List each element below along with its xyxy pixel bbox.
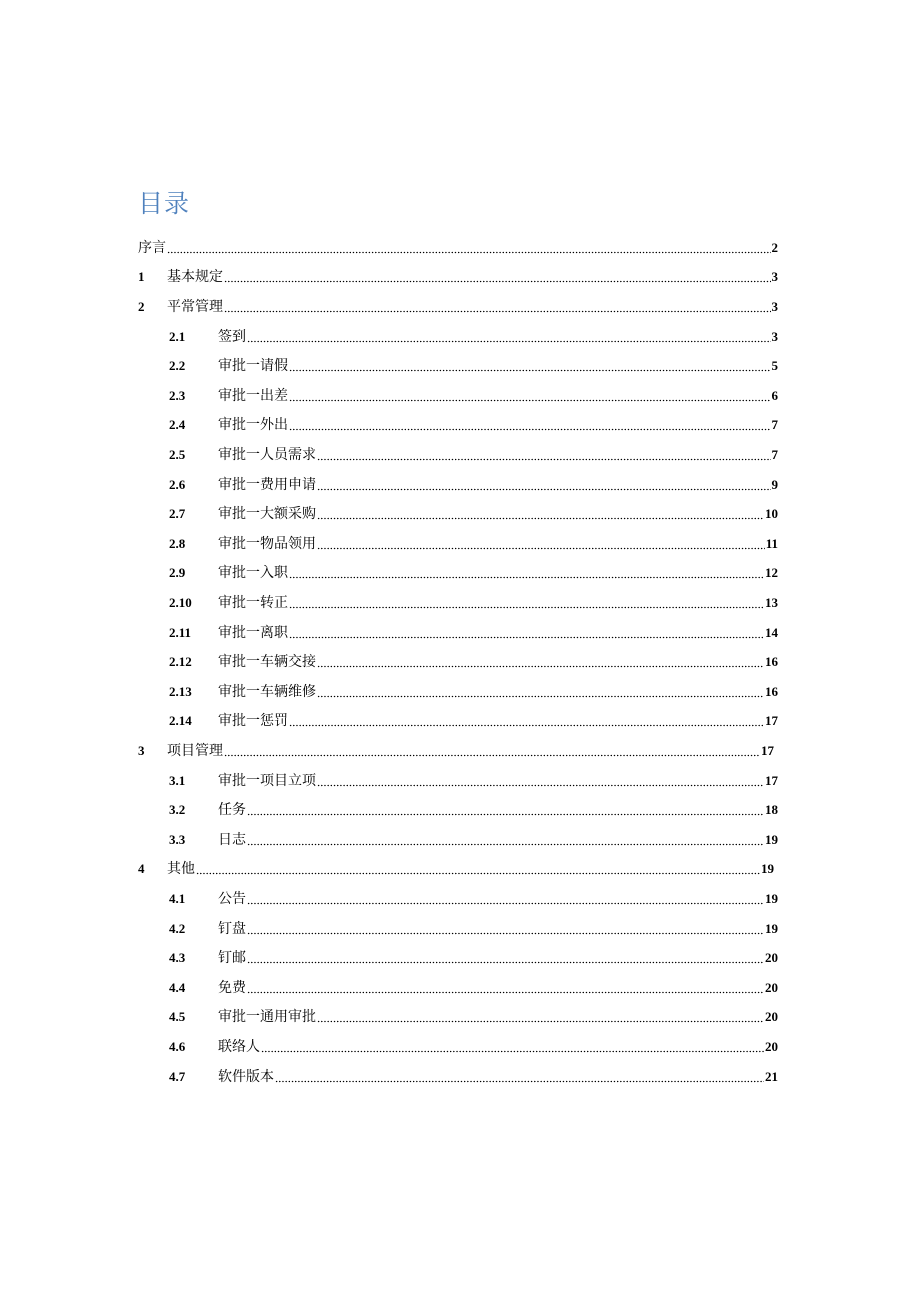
toc-entry-page: 19 [765,920,778,936]
toc-entry-page: 18 [765,802,778,818]
toc-entry-number: 2.7 [169,506,186,522]
toc-entry-page: 17 [765,713,778,729]
toc-entry-text: 审批一大额采购 [218,506,316,523]
toc-entry-number: 4.5 [169,1009,186,1025]
toc-entry-number: 2.2 [169,358,186,374]
toc-entry[interactable] [138,736,774,766]
toc-entry-text: 审批一通用审批 [218,1009,316,1026]
toc-entry-number: 3.2 [169,802,186,818]
toc-entry-text: 审批一惩罚 [218,713,288,730]
toc-entry[interactable] [138,263,778,293]
toc-leader-dots [224,298,771,316]
toc-subentry[interactable] [169,351,778,381]
toc-entry-page: 19 [761,861,774,877]
toc-entry-page: 21 [765,1068,778,1084]
toc-entry-page: 6 [771,387,778,403]
toc-entry-number: 2.13 [169,683,192,699]
toc-leader-dots [261,1038,764,1056]
toc-entry-number: 2.4 [169,417,186,433]
toc-entry-text: 日志 [218,831,246,848]
toc-entry-page: 16 [765,683,778,699]
toc-entry-text: 项目管理 [167,742,223,759]
toc-entry-text: 审批一出差 [218,387,288,404]
toc-leader-dots [289,416,771,434]
toc-entry-number: 2.11 [169,624,192,640]
toc-entry-number: 4.2 [169,920,186,936]
toc-entry-number: 2.3 [169,387,186,403]
toc-leader-dots [196,860,760,878]
toc-entry-text: 审批一物品领用 [218,535,316,552]
toc-entry-text: 审批一转正 [218,594,288,611]
toc-subentry[interactable] [169,411,778,441]
toc-subentry[interactable] [169,795,778,825]
toc-entry-number: 2.14 [169,713,192,729]
toc-entry-text: 序言 [138,239,166,256]
toc-entry-page: 7 [771,446,778,462]
toc-entry-number: 2.5 [169,446,186,462]
toc-subentry[interactable] [169,559,778,589]
toc-leader-dots [289,712,764,730]
toc-entry-number: 4.7 [169,1068,186,1084]
toc-entry[interactable] [138,292,778,322]
toc-subentry[interactable] [169,825,778,855]
toc-leader-dots [317,1008,764,1026]
toc-entry-number: 2.9 [169,565,186,581]
toc-entry-page: 9 [771,476,778,492]
toc-entry-preface[interactable] [138,233,778,263]
toc-entry-number: 2.6 [169,476,186,492]
toc-subentry[interactable] [169,1003,778,1033]
toc-leader-dots [289,564,764,582]
toc-entry-number: 2 [138,298,145,314]
toc-leader-dots [247,979,764,997]
toc-entry-text: 审批一入职 [218,565,288,582]
toc-entry-page: 20 [765,1009,778,1025]
toc-leader-dots [317,772,764,790]
toc-entry-text: 免费 [218,979,246,996]
toc-leader-dots [289,357,771,375]
toc-leader-dots [317,653,764,671]
toc-leader-dots [275,1068,764,1086]
toc-entry[interactable] [138,855,774,885]
toc-leader-dots [167,239,771,257]
toc-entry-page: 13 [765,594,778,610]
toc-leader-dots [289,594,764,612]
toc-subentry[interactable] [169,499,778,529]
toc-title: 目录 [138,189,191,218]
toc-subentry[interactable] [169,884,778,914]
toc-entry-page: 7 [771,417,778,433]
toc-leader-dots [247,890,764,908]
toc-entry-page: 20 [765,979,778,995]
toc-entry-number: 2.8 [169,535,186,551]
toc-entry-page: 5 [771,358,778,374]
toc-entry-page: 20 [765,1038,778,1054]
toc-entry-text: 审批一离职 [218,624,288,641]
toc-entry-text: 签到 [218,328,246,345]
toc-subentry[interactable] [169,1032,778,1062]
toc-subentry[interactable] [169,618,778,648]
toc-entry-page: 3 [771,298,778,314]
toc-leader-dots [247,920,764,938]
toc-leader-dots [224,268,771,286]
toc-entry-number: 1 [138,269,145,285]
toc-leader-dots [289,387,771,405]
toc-leader-dots [317,683,764,701]
toc-subentry[interactable] [169,677,778,707]
toc-entry-text: 平常管理 [167,298,223,315]
toc-leader-dots [317,476,771,494]
toc-entry-text: 公告 [218,890,246,907]
toc-entry-text: 其他 [167,861,195,878]
toc-entry-text: 审批一外出 [218,417,288,434]
toc-entry-page: 16 [765,654,778,670]
toc-subentry[interactable] [169,381,778,411]
toc-leader-dots [224,742,760,760]
toc-entry-number: 4.3 [169,950,186,966]
toc-entry-page: 17 [765,772,778,788]
toc-entry-page: 12 [765,565,778,581]
toc-subentry[interactable] [169,1062,778,1092]
toc-entry-page: 14 [765,624,778,640]
toc-entry-number: 4 [138,861,145,877]
toc-entry-page: 10 [765,506,778,522]
toc-entry-text: 审批一项目立项 [218,772,316,789]
toc-subentry[interactable] [169,322,778,352]
toc-entry-text: 软件版本 [218,1068,274,1085]
toc-leader-dots [247,831,764,849]
toc-entry-text: 审批一车辆维修 [218,683,316,700]
toc-entry-page: 17 [761,742,774,758]
toc-subentry[interactable] [169,470,778,500]
toc-entry-page: 3 [771,269,778,285]
toc-subentry[interactable] [169,707,778,737]
toc-entry-number: 3 [138,742,145,758]
toc-entry-text: 基本规定 [167,269,223,286]
toc-subentry[interactable] [169,647,778,677]
toc-entry-number: 2.1 [169,328,186,344]
toc-entry-number: 4.1 [169,890,186,906]
toc-entry-text: 钉盘 [218,920,246,937]
toc-subentry[interactable] [169,943,778,973]
toc-leader-dots [247,328,771,346]
toc-leader-dots [289,624,764,642]
toc-subentry[interactable] [169,440,778,470]
toc-leader-dots [317,446,771,464]
toc-leader-dots [247,949,764,967]
toc-entry-text: 联络人 [218,1038,260,1055]
toc-entry-number: 4.6 [169,1038,186,1054]
toc-entry-number: 2.10 [169,594,192,610]
toc-entry-number: 3.3 [169,831,186,847]
toc-subentry[interactable] [169,914,778,944]
toc-entry-page: 11 [765,535,778,551]
toc-subentry[interactable] [169,529,778,559]
toc-entry-page: 19 [765,831,778,847]
toc-subentry[interactable] [169,766,778,796]
toc-leader-dots [317,535,765,553]
toc-entry-number: 4.4 [169,979,186,995]
toc-entry-text: 任务 [218,802,246,819]
toc-leader-dots [247,801,764,819]
toc-entry-page: 2 [771,239,778,255]
toc-subentry[interactable] [169,973,778,1003]
toc-leader-dots [317,505,764,523]
toc-entry-number: 2.12 [169,654,192,670]
toc-entry-text: 钉邮 [218,950,246,967]
toc-entry-number: 3.1 [169,772,186,788]
toc-entry-page: 19 [765,890,778,906]
toc-entry-page: 20 [765,950,778,966]
toc-subentry[interactable] [169,588,778,618]
toc-entry-page: 3 [771,328,778,344]
toc-entry-text: 审批一请假 [218,358,288,375]
toc-entry-text: 审批一人员需求 [218,446,316,463]
toc-entry-text: 审批一费用申请 [218,476,316,493]
toc-entry-text: 审批一车辆交接 [218,654,316,671]
